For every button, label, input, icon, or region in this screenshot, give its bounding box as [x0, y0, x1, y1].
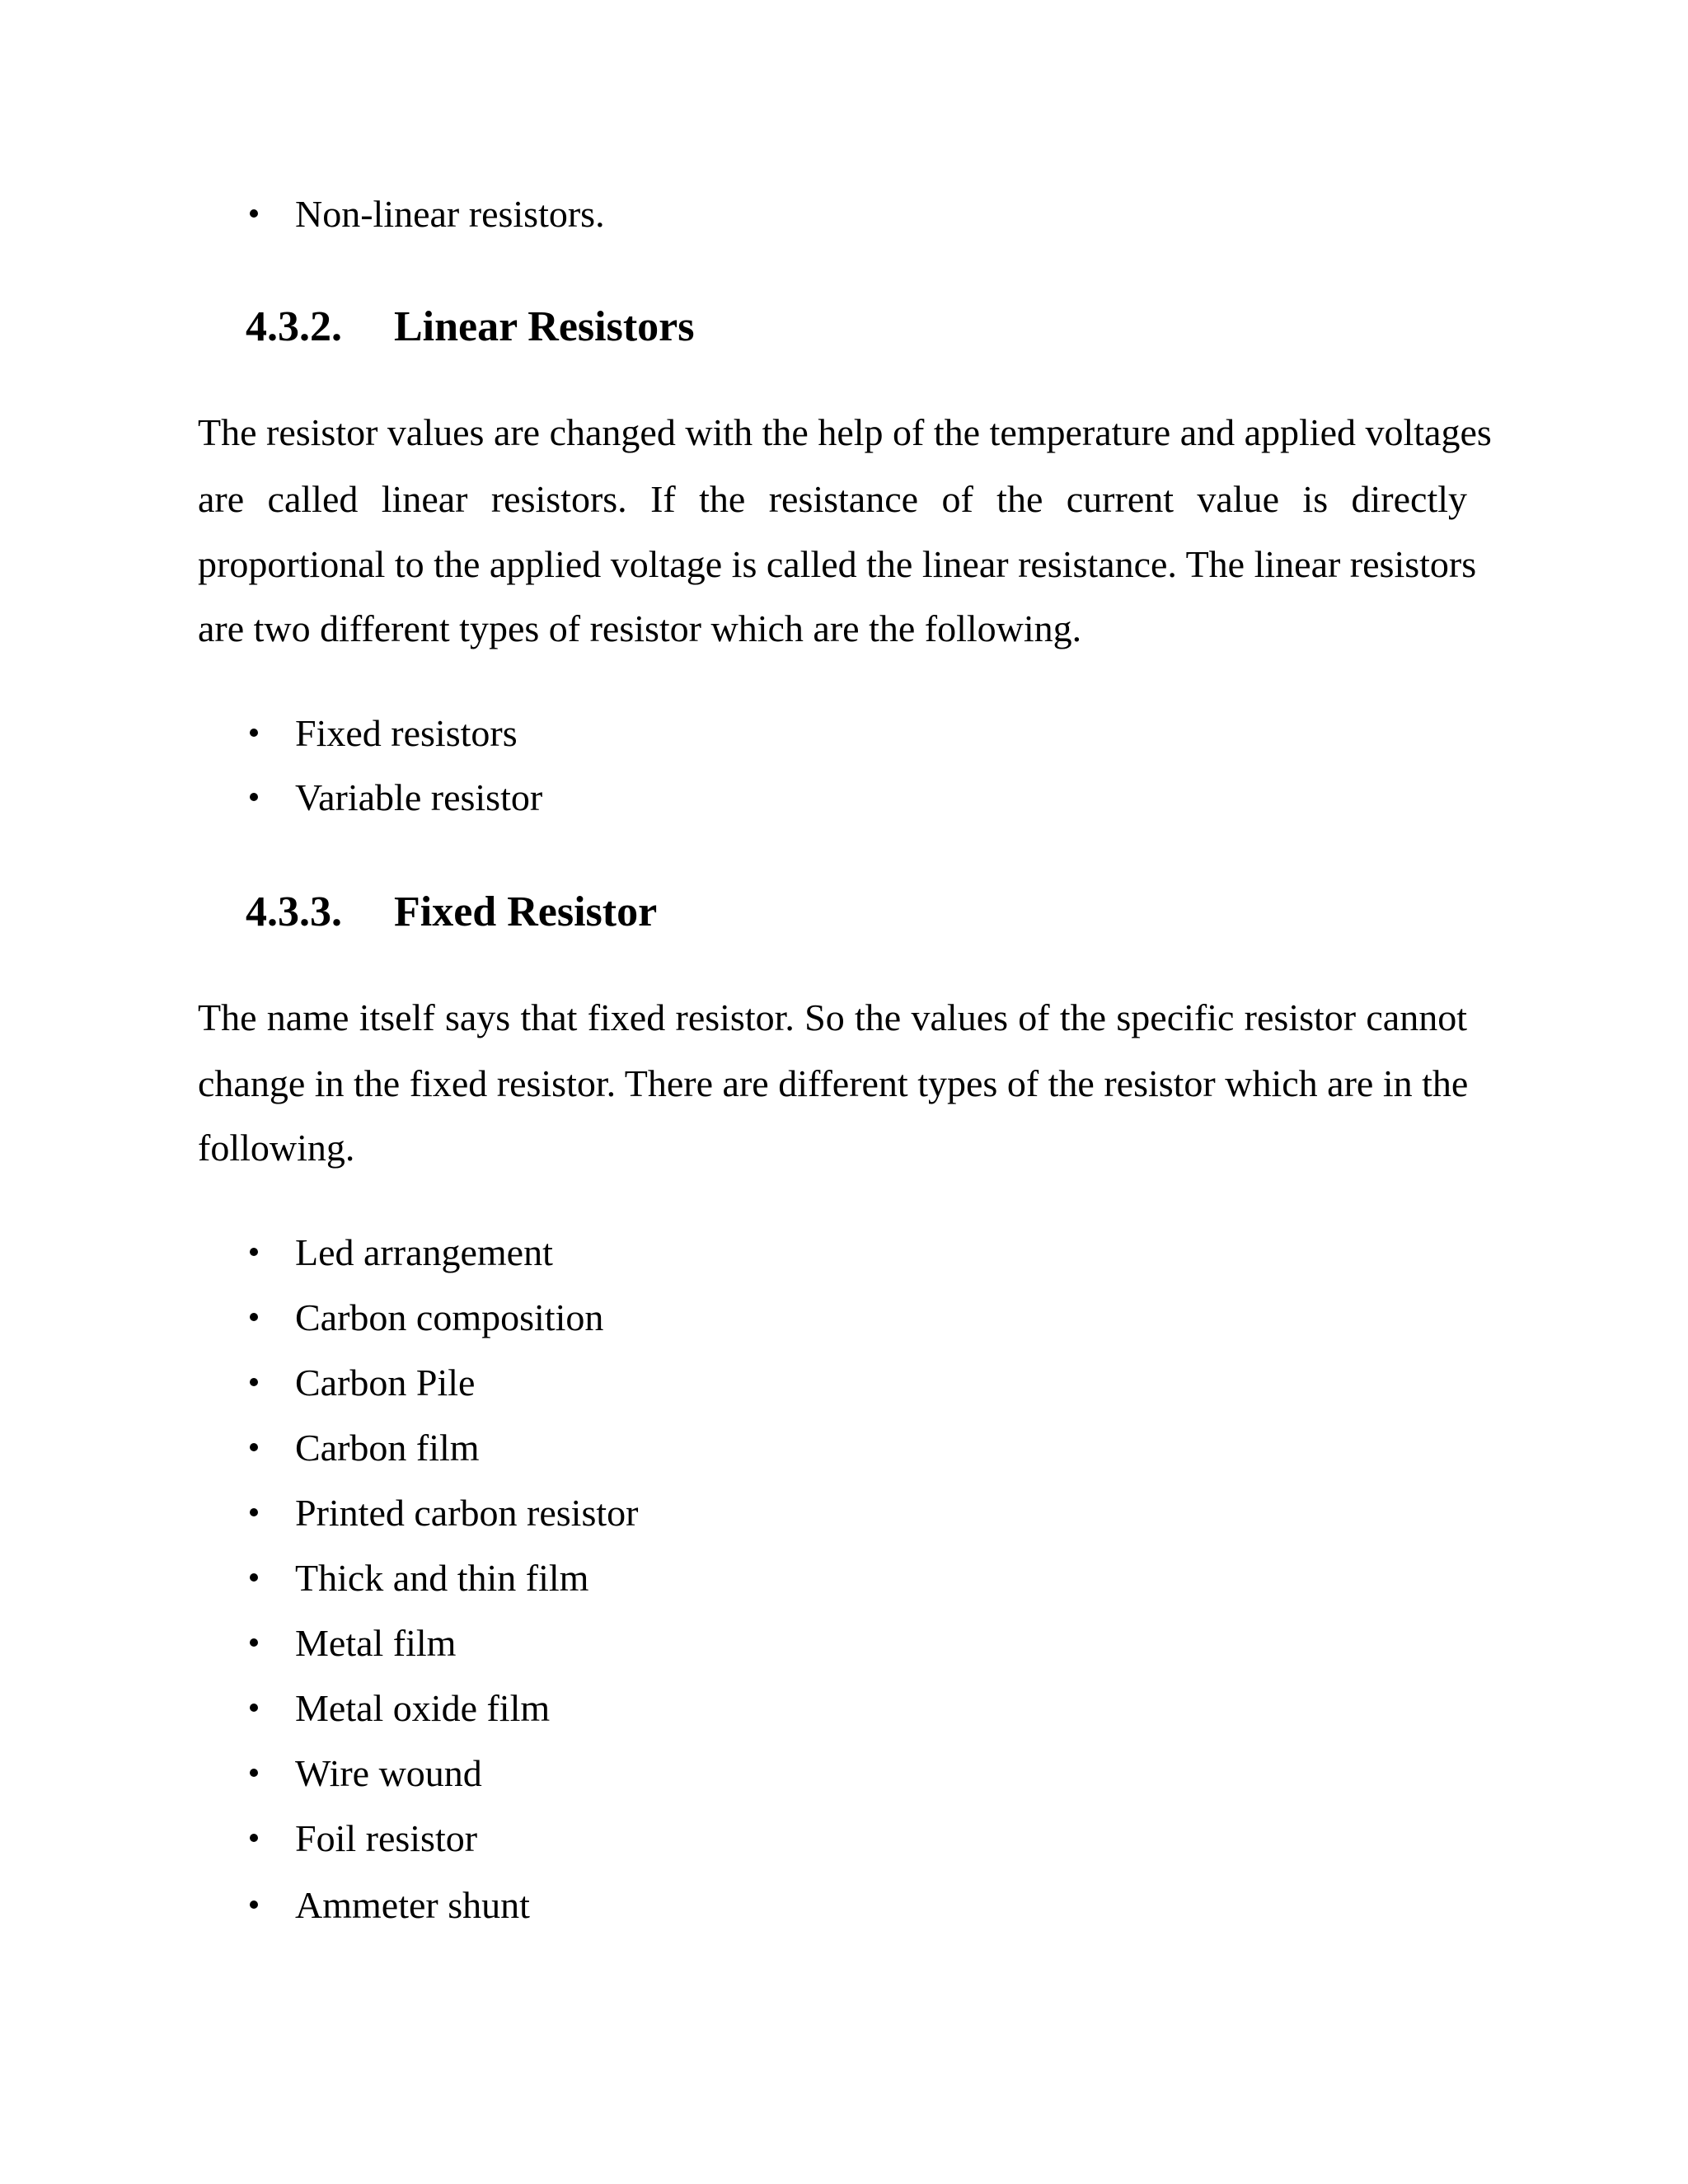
bullet-icon [250, 729, 258, 737]
section-title: Linear Resistors [394, 303, 695, 350]
bullet-icon [250, 1508, 258, 1516]
bullet-icon [250, 1638, 258, 1647]
bullet-icon [250, 1573, 258, 1582]
section-number: 4.3.2. [246, 303, 342, 350]
list-item-text: Led arrangement [295, 1231, 553, 1273]
paragraph-line: The name itself says that fixed resistor. So the values of the specific resistor cannot [198, 996, 1467, 1038]
paragraph-line: proportional to the applied voltage is called the linear resistance. The linear resistors [198, 543, 1477, 585]
paragraph-line: The resistor values are changed with the help of the temperature and applied voltages [198, 411, 1492, 453]
section-title: Fixed Resistor [394, 888, 658, 935]
bullet-icon [250, 1313, 258, 1321]
list-item-text: Printed carbon resistor [295, 1492, 639, 1534]
list-item-text: Variable resistor [295, 776, 543, 818]
list-item-text: Metal oxide film [295, 1687, 551, 1729]
list-item-text: Ammeter shunt [295, 1884, 530, 1926]
paragraph-line: change in the fixed resistor. There are different types of the resistor which are in the [198, 1062, 1469, 1104]
paragraph-line: following. [198, 1127, 355, 1169]
bullet-icon [250, 1443, 258, 1451]
paragraph-line: are two different types of resistor which are the following. [198, 607, 1082, 649]
list-item-text: Carbon film [295, 1427, 480, 1469]
bullet-icon [250, 793, 258, 801]
list-item-text: Carbon composition [295, 1296, 604, 1338]
bullet-icon [250, 209, 258, 218]
section-number: 4.3.3. [246, 888, 342, 935]
list-item-text: Non-linear resistors. [295, 193, 605, 235]
list-item-text: Foil resistor [295, 1817, 478, 1859]
list-item-text: Wire wound [295, 1752, 482, 1794]
bullet-icon [250, 1900, 258, 1909]
list-item-text: Fixed resistors [295, 712, 518, 754]
bullet-icon [250, 1769, 258, 1777]
paragraph-line: are called linear resistors. If the resistance of the current value is directly [198, 478, 1467, 520]
bullet-icon [250, 1834, 258, 1842]
list-item-text: Carbon Pile [295, 1361, 476, 1404]
list-item-text: Thick and thin film [295, 1557, 589, 1599]
bullet-icon [250, 1378, 258, 1386]
bullet-icon [250, 1248, 258, 1256]
bullet-icon [250, 1704, 258, 1712]
list-item-text: Metal film [295, 1622, 457, 1664]
